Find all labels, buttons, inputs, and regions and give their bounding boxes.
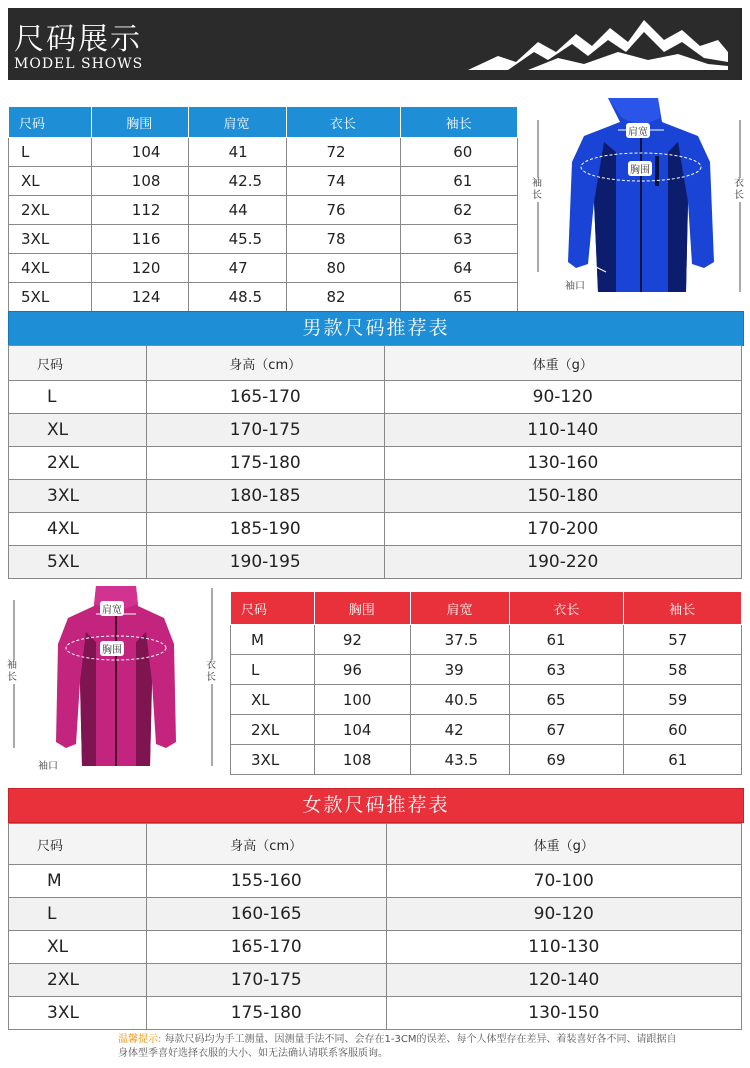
men-shoulder-label: 肩宽: [626, 123, 650, 138]
table-cell: 40.5: [410, 685, 510, 715]
table-cell: 130-160: [384, 447, 741, 480]
column-header: 身高（cm）: [146, 824, 386, 865]
table-cell: 5XL: [9, 546, 147, 579]
table-cell: M: [231, 625, 315, 655]
table-row: [9, 546, 742, 579]
table-row: [9, 964, 742, 997]
table-cell: 124: [91, 283, 188, 312]
table-cell: 104: [314, 715, 410, 745]
table-cell: 76: [286, 196, 401, 225]
table-cell: 61: [624, 745, 742, 775]
table-row: [231, 745, 742, 775]
table-cell: L: [231, 655, 315, 685]
column-header: 体重（g）: [384, 346, 741, 381]
table-row: [9, 196, 518, 225]
table-cell: 61: [401, 167, 518, 196]
table-cell: 190-220: [384, 546, 741, 579]
table-row: [231, 625, 742, 655]
table-row: [9, 898, 742, 931]
women-length-label: 衣长: [206, 660, 216, 683]
table-cell: 170-200: [384, 513, 741, 546]
table-header-row: [9, 107, 518, 138]
table-cell: 2XL: [9, 964, 147, 997]
table-row: [9, 138, 518, 167]
table-cell: 59: [624, 685, 742, 715]
table-cell: 48.5: [188, 283, 286, 312]
table-cell: 3XL: [9, 997, 147, 1030]
men-rec-table: [8, 345, 742, 579]
women-shoulder-label: 肩宽: [100, 601, 124, 616]
column-header: 尺码: [9, 107, 92, 138]
table-cell: 90-120: [386, 898, 741, 931]
men-cuff-label: 袖口: [565, 281, 585, 292]
table-cell: 63: [401, 225, 518, 254]
table-row: [9, 414, 742, 447]
table-cell: 78: [286, 225, 401, 254]
table-cell: 3XL: [9, 480, 147, 513]
table-row: [9, 381, 742, 414]
women-rec-title: 女款尺码推荐表: [8, 788, 744, 823]
table-row: [9, 931, 742, 964]
table-cell: 175-180: [146, 997, 386, 1030]
table-cell: 116: [91, 225, 188, 254]
tip-text: 每款尺码均为手工测量、因测量手法不同、会存在1-3CM的误差、每个人体型存在差异、着装喜好各不同、请跟据自身体型季喜好选择衣服的大小、如无法确认请联系客服质询。: [118, 1034, 677, 1059]
table-cell: XL: [9, 167, 92, 196]
table-cell: 45.5: [188, 225, 286, 254]
table-cell: 4XL: [9, 513, 147, 546]
men-rec-title: 男款尺码推荐表: [8, 311, 744, 346]
women-cuff-label: 袖口: [38, 761, 58, 772]
column-header: 胸围: [91, 107, 188, 138]
table-cell: 82: [286, 283, 401, 312]
women-measure-table: [230, 591, 742, 775]
column-header: 体重（g）: [386, 824, 741, 865]
table-cell: 155-160: [146, 865, 386, 898]
page-header: [0, 0, 750, 80]
table-cell: XL: [9, 931, 147, 964]
table-cell: 180-185: [146, 480, 384, 513]
table-cell: 65: [510, 685, 624, 715]
column-header: 衣长: [286, 107, 401, 138]
table-cell: 100: [314, 685, 410, 715]
table-cell: 70-100: [386, 865, 741, 898]
table-cell: 72: [286, 138, 401, 167]
table-cell: 90-120: [384, 381, 741, 414]
table-cell: 104: [91, 138, 188, 167]
men-length-label: 衣长: [734, 178, 744, 201]
table-cell: 69: [510, 745, 624, 775]
table-cell: XL: [9, 414, 147, 447]
table-cell: 150-180: [384, 480, 741, 513]
table-cell: 2XL: [231, 715, 315, 745]
table-cell: 42: [410, 715, 510, 745]
table-cell: XL: [231, 685, 315, 715]
table-cell: 61: [510, 625, 624, 655]
table-cell: 43.5: [410, 745, 510, 775]
table-cell: 170-175: [146, 964, 386, 997]
column-header: 肩宽: [410, 592, 510, 625]
table-cell: 130-150: [386, 997, 741, 1030]
table-header-row: [9, 824, 742, 865]
table-cell: 44: [188, 196, 286, 225]
column-header: 袖长: [401, 107, 518, 138]
table-cell: 65: [401, 283, 518, 312]
mountain-icon: [468, 12, 728, 74]
table-row: [9, 513, 742, 546]
table-row: [9, 225, 518, 254]
table-cell: 120: [91, 254, 188, 283]
table-row: [231, 685, 742, 715]
table-cell: 63: [510, 655, 624, 685]
table-row: [9, 480, 742, 513]
table-cell: 47: [188, 254, 286, 283]
table-row: [9, 447, 742, 480]
table-cell: 108: [314, 745, 410, 775]
table-cell: 4XL: [9, 254, 92, 283]
table-cell: 74: [286, 167, 401, 196]
women-sleeve-label: 袖长: [7, 660, 17, 683]
column-header: 尺码: [9, 346, 147, 381]
table-header-row: [9, 346, 742, 381]
table-cell: 5XL: [9, 283, 92, 312]
table-cell: 37.5: [410, 625, 510, 655]
table-cell: L: [9, 381, 147, 414]
table-cell: 67: [510, 715, 624, 745]
table-cell: 92: [314, 625, 410, 655]
table-cell: 96: [314, 655, 410, 685]
women-chest-label: 胸围: [100, 641, 124, 656]
table-row: [9, 865, 742, 898]
header-subtitle: MODEL SHOWS: [14, 56, 144, 72]
table-cell: M: [9, 865, 147, 898]
table-cell: 3XL: [9, 225, 92, 254]
column-header: 胸围: [314, 592, 410, 625]
table-cell: 60: [624, 715, 742, 745]
table-cell: 160-165: [146, 898, 386, 931]
table-cell: 185-190: [146, 513, 384, 546]
men-sleeve-label: 袖长: [532, 178, 542, 201]
tip-label: 温馨提示:: [118, 1034, 162, 1045]
table-cell: 42.5: [188, 167, 286, 196]
table-cell: 41: [188, 138, 286, 167]
table-cell: 62: [401, 196, 518, 225]
table-row: [9, 167, 518, 196]
table-cell: 110-140: [384, 414, 741, 447]
table-cell: 175-180: [146, 447, 384, 480]
table-cell: 60: [401, 138, 518, 167]
table-cell: 108: [91, 167, 188, 196]
column-header: 身高（cm）: [146, 346, 384, 381]
table-cell: 165-170: [146, 381, 384, 414]
table-row: [9, 997, 742, 1030]
table-cell: 190-195: [146, 546, 384, 579]
table-cell: L: [9, 138, 92, 167]
table-cell: 2XL: [9, 196, 92, 225]
size-tip: [118, 1033, 678, 1061]
table-header-row: [231, 592, 742, 625]
men-chest-label: 胸围: [628, 161, 652, 176]
table-row: [231, 715, 742, 745]
column-header: 尺码: [9, 824, 147, 865]
table-cell: 64: [401, 254, 518, 283]
table-cell: 112: [91, 196, 188, 225]
table-cell: 39: [410, 655, 510, 685]
column-header: 尺码: [231, 592, 315, 625]
table-cell: 80: [286, 254, 401, 283]
table-cell: 58: [624, 655, 742, 685]
table-cell: L: [9, 898, 147, 931]
table-cell: 120-140: [386, 964, 741, 997]
table-cell: 110-130: [386, 931, 741, 964]
table-row: [231, 655, 742, 685]
column-header: 肩宽: [188, 107, 286, 138]
column-header: 袖长: [624, 592, 742, 625]
header-title: 尺码展示: [14, 22, 142, 57]
column-header: 衣长: [510, 592, 624, 625]
women-rec-table: [8, 823, 742, 1030]
table-cell: 57: [624, 625, 742, 655]
table-row: [9, 254, 518, 283]
table-cell: 3XL: [231, 745, 315, 775]
table-cell: 2XL: [9, 447, 147, 480]
table-cell: 165-170: [146, 931, 386, 964]
table-cell: 170-175: [146, 414, 384, 447]
table-row: [9, 283, 518, 312]
men-measure-table: [8, 106, 518, 312]
